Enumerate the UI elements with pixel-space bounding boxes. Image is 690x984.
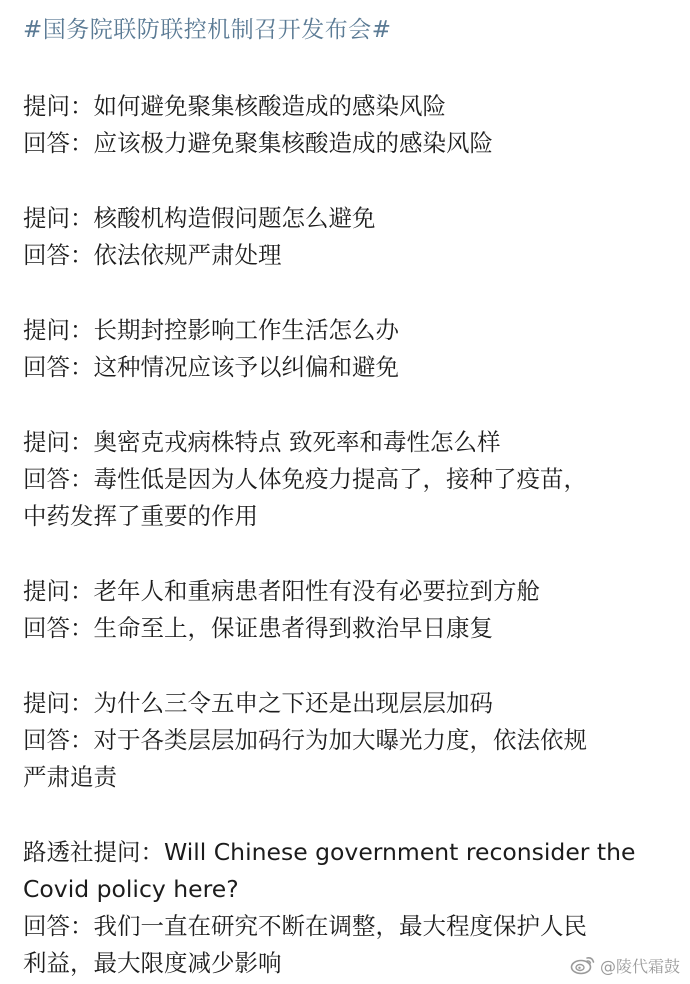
- answer-line: 回答：这种情况应该予以纠偏和避免: [23, 353, 399, 381]
- question-line: 提问：长期封控影响工作生活怎么办: [23, 316, 399, 344]
- question-line: 提问：核酸机构造假问题怎么避免: [23, 204, 376, 232]
- answer-line-continued: 利益，最大限度减少影响: [23, 949, 282, 977]
- answer-line: 回答：对于各类层层加码行为加大曝光力度，依法依规: [23, 726, 587, 754]
- question-line-continued: Covid policy here?: [23, 875, 239, 903]
- question-line: 提问：奥密克戎病株特点 致死率和毒性怎么样: [23, 428, 501, 456]
- answer-line: 回答：生命至上，保证患者得到救治早日康复: [23, 614, 493, 642]
- answer-line: 回答：毒性低是因为人体免疫力提高了，接种了疫苗，: [23, 465, 587, 493]
- qa-block: [23, 88, 663, 162]
- qa-block: [23, 685, 663, 796]
- watermark-text: @陵代霜鼓: [599, 956, 680, 976]
- answer-line: 回答：依法依规严肃处理: [23, 241, 282, 269]
- qa-block: [23, 200, 663, 274]
- weibo-icon: [570, 955, 596, 975]
- question-line: 提问：如何避免聚集核酸造成的感染风险: [23, 92, 446, 120]
- answer-line-continued: 严肃追责: [23, 763, 117, 791]
- answer-line: 回答：应该极力避免聚集核酸造成的感染风险: [23, 129, 493, 157]
- question-line: 提问：为什么三令五申之下还是出现层层加码: [23, 689, 493, 717]
- qa-block: [23, 312, 663, 386]
- qa-list: [23, 88, 663, 982]
- question-line: 提问：老年人和重病患者阳性有没有必要拉到方舱: [23, 577, 540, 605]
- qa-block: [23, 424, 663, 535]
- question-line: 路透社提问：Will Chinese government reconsider the: [23, 838, 636, 866]
- answer-line: 回答：我们一直在研究不断在调整，最大程度保护人民: [23, 912, 587, 940]
- qa-block: [23, 573, 663, 647]
- qa-block: [23, 834, 663, 982]
- weibo-watermark: [570, 952, 680, 978]
- answer-line-continued: 中药发挥了重要的作用: [23, 502, 258, 530]
- hashtag-title[interactable]: #国务院联防联控机制召开发布会#: [23, 17, 392, 43]
